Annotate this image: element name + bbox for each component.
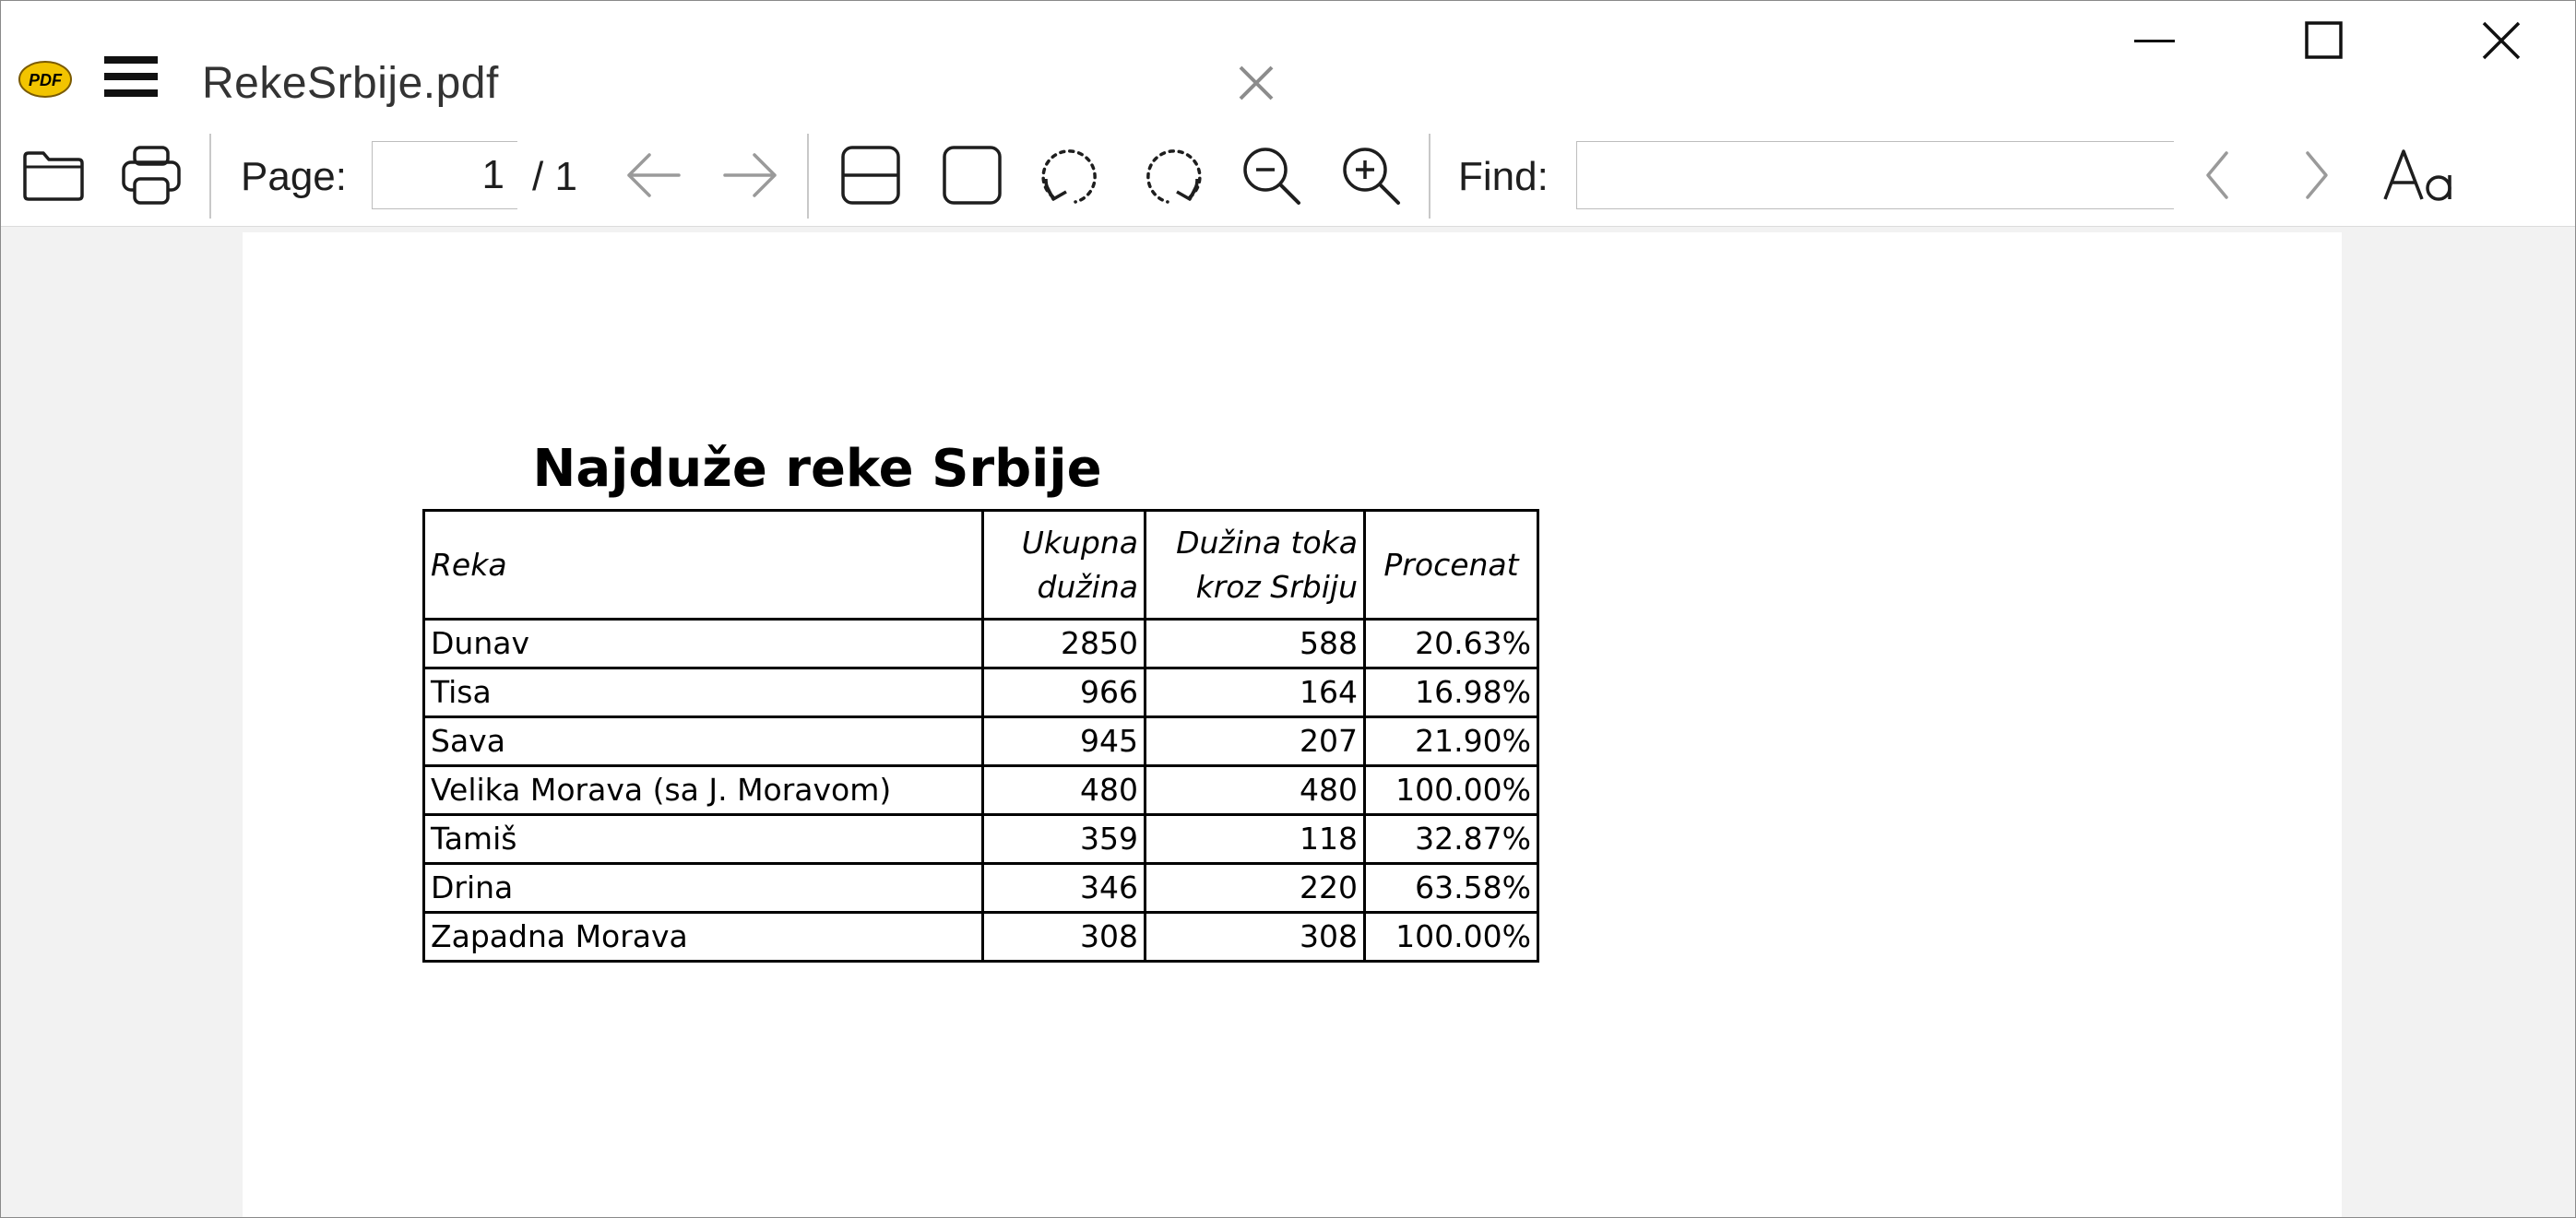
cell-ukupna: 2850 xyxy=(983,620,1146,668)
open-file-button[interactable] xyxy=(19,141,88,209)
find-input[interactable] xyxy=(1576,141,2174,209)
continuous-view-icon xyxy=(837,142,904,208)
zoom-out-button[interactable] xyxy=(1237,141,1305,209)
cell-srbija: 207 xyxy=(1146,717,1365,766)
table-row xyxy=(424,620,1538,668)
cell-procenat: 63.58% xyxy=(1365,864,1538,913)
rotate-left-icon xyxy=(1039,142,1105,208)
pdf-page xyxy=(243,232,2342,1218)
cell-ukupna: 346 xyxy=(983,864,1146,913)
match-case-icon xyxy=(2381,146,2459,205)
toolbar-separator xyxy=(807,134,809,219)
page-view-button[interactable] xyxy=(938,141,1006,209)
cell-srbija: 480 xyxy=(1146,766,1365,815)
page-number-input[interactable] xyxy=(372,141,517,209)
rotate-left-button[interactable] xyxy=(1038,141,1106,209)
page-view-icon xyxy=(939,142,1005,208)
zoom-in-icon xyxy=(1337,142,1404,208)
document-viewer[interactable] xyxy=(1,227,2575,1218)
find-previous-button[interactable] xyxy=(2183,141,2251,209)
table-row xyxy=(424,864,1538,913)
pdf-logo-icon xyxy=(18,60,73,99)
cell-srbija: 308 xyxy=(1146,913,1365,962)
minimize-button[interactable] xyxy=(2104,1,2205,80)
zoom-in-button[interactable] xyxy=(1336,141,1405,209)
cell-reka: Velika Morava (sa J. Moravom) xyxy=(424,766,983,815)
table-header-row xyxy=(424,511,1538,620)
page-label: Page: xyxy=(241,154,347,199)
maximize-button[interactable] xyxy=(2273,1,2375,80)
window-close-icon xyxy=(2481,20,2522,61)
header-ukupna-duzina xyxy=(983,511,1146,620)
cell-ukupna: 945 xyxy=(983,717,1146,766)
title-bar xyxy=(1,1,2575,121)
cell-ukupna: 308 xyxy=(983,913,1146,962)
printer-icon xyxy=(118,142,184,208)
cell-procenat: 32.87% xyxy=(1365,815,1538,864)
document-tab[interactable] xyxy=(185,41,1292,123)
header-procenat: Procenat xyxy=(1365,511,1538,620)
cell-procenat: 20.63% xyxy=(1365,620,1538,668)
toolbar xyxy=(1,121,2575,227)
arrow-left-icon xyxy=(623,151,683,199)
cell-reka: Zapadna Morava xyxy=(424,913,983,962)
maximize-icon xyxy=(2305,21,2344,60)
cell-reka: Tamiš xyxy=(424,815,983,864)
header-duzina-line2: kroz Srbiju xyxy=(1195,568,1358,605)
hamburger-menu-icon[interactable] xyxy=(101,49,163,104)
rotate-right-icon xyxy=(1138,142,1205,208)
cell-reka: Dunav xyxy=(424,620,983,668)
cell-srbija: 164 xyxy=(1146,668,1365,717)
cell-procenat: 21.90% xyxy=(1365,717,1538,766)
find-label: Find: xyxy=(1458,154,1549,199)
chevron-right-icon xyxy=(2298,148,2335,203)
rivers-table xyxy=(422,509,1539,963)
header-duzina-line1: Dužina toka xyxy=(1176,524,1358,561)
cell-ukupna: 359 xyxy=(983,815,1146,864)
toolbar-separator xyxy=(209,134,211,219)
document-title: Najduže reke Srbije xyxy=(532,439,1102,499)
cell-srbija: 588 xyxy=(1146,620,1365,668)
print-button[interactable] xyxy=(117,141,185,209)
window-close-button[interactable] xyxy=(2451,1,2552,80)
close-tab-icon[interactable] xyxy=(1235,62,1277,104)
cell-ukupna: 480 xyxy=(983,766,1146,815)
continuous-view-button[interactable] xyxy=(837,141,905,209)
cell-reka: Drina xyxy=(424,864,983,913)
cell-reka: Tisa xyxy=(424,668,983,717)
cell-procenat: 16.98% xyxy=(1365,668,1538,717)
header-reka: Reka xyxy=(424,511,983,620)
header-ukupna-line1: Ukupna xyxy=(1021,524,1138,561)
folder-icon xyxy=(21,148,86,203)
minimize-icon xyxy=(2134,36,2175,45)
zoom-out-icon xyxy=(1238,142,1304,208)
cell-procenat: 100.00% xyxy=(1365,766,1538,815)
previous-page-button[interactable] xyxy=(619,141,687,209)
chevron-left-icon xyxy=(2199,148,2236,203)
cell-reka: Sava xyxy=(424,717,983,766)
table-row xyxy=(424,766,1538,815)
document-tab-title: RekeSrbije.pdf xyxy=(202,59,499,108)
table-row xyxy=(424,815,1538,864)
arrow-right-icon xyxy=(721,151,780,199)
rotate-right-button[interactable] xyxy=(1137,141,1205,209)
toolbar-separator xyxy=(1429,134,1430,219)
cell-ukupna: 966 xyxy=(983,668,1146,717)
table-row xyxy=(424,668,1538,717)
match-case-button[interactable] xyxy=(2379,141,2462,209)
table-row xyxy=(424,913,1538,962)
header-duzina-kroz-srbiju xyxy=(1146,511,1365,620)
cell-procenat: 100.00% xyxy=(1365,913,1538,962)
table-row xyxy=(424,717,1538,766)
find-next-button[interactable] xyxy=(2283,141,2351,209)
cell-srbija: 220 xyxy=(1146,864,1365,913)
next-page-button[interactable] xyxy=(717,141,785,209)
header-ukupna-line2: dužina xyxy=(1037,568,1138,605)
page-total: / 1 xyxy=(532,154,577,199)
svg-text:PDF: PDF xyxy=(29,71,62,89)
cell-srbija: 118 xyxy=(1146,815,1365,864)
